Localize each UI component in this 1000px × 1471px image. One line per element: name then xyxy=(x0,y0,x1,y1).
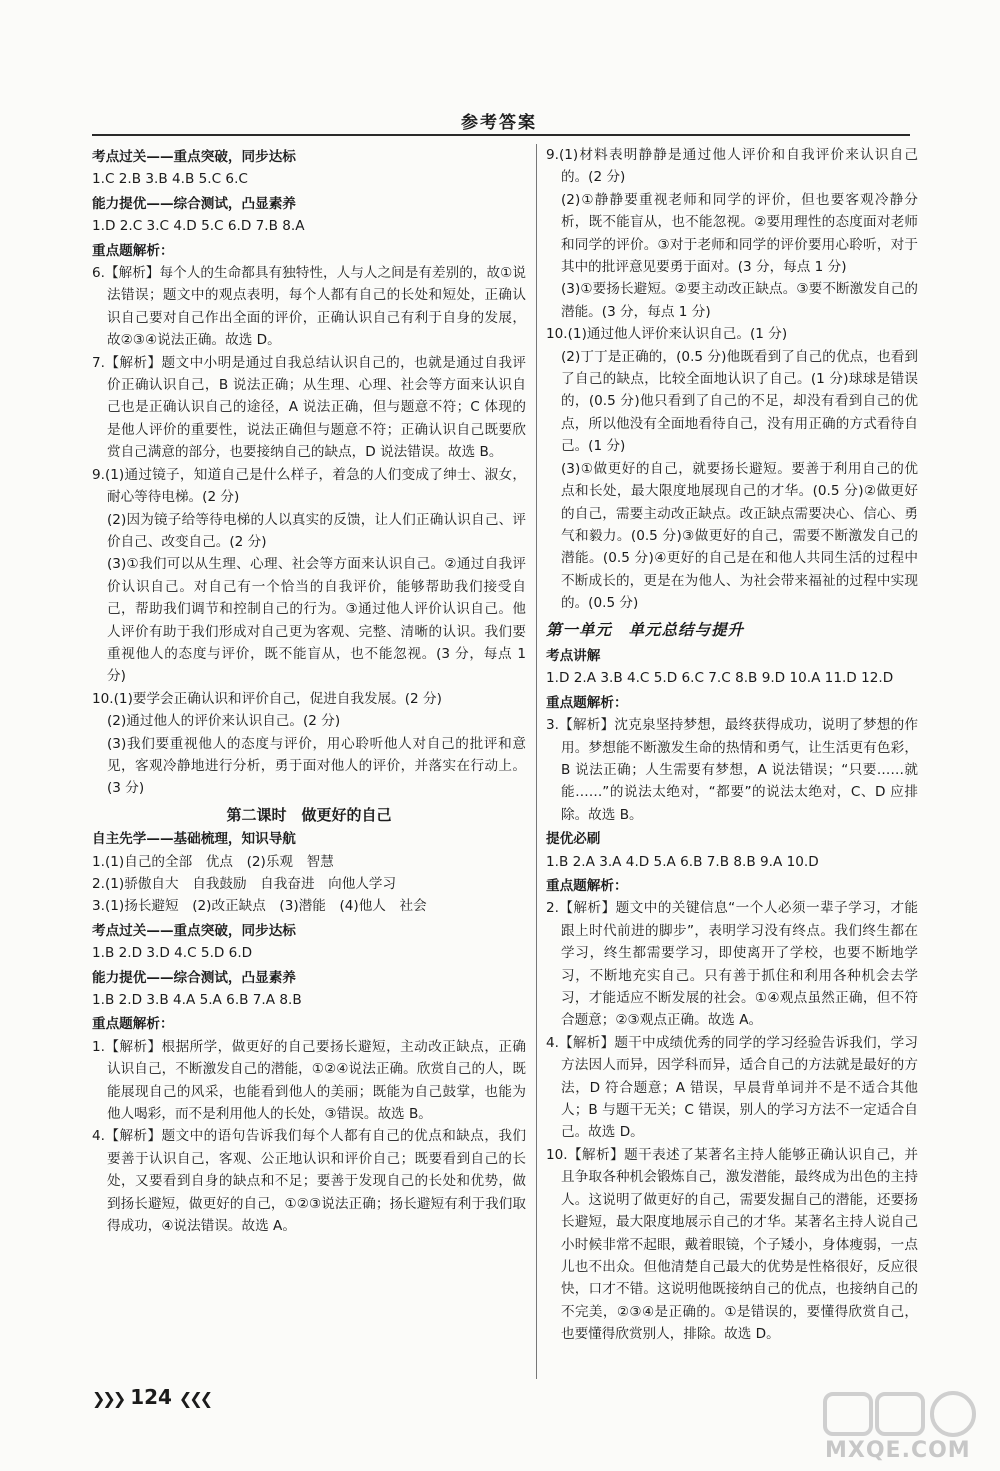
unit-title: 第一单元 单元总结与提升 xyxy=(546,620,745,639)
answer-paragraph: (3)①我们可以从生理、心理、社会等方面来认识自己。②通过自我评价认识自己。对自己有一个恰当的自我评价，能够帮助我们接受自己，帮助我们调节和控制自己的行为。③通过他人评价认识自己。他人评价有助于我们形成对自己更为客观、完整、清晰的认识。我们要重视他人的态度与评价，既不能盲从，也不能忽视。(3 分，每点 1 分) xyxy=(107,556,526,685)
analysis-paragraph: 6.【解析】每个人的生命都具有独特性，人与人之间是有差别的，故①说法错误；题文中的观点表明，每个人都有自己的长处和短处，正确认识自己要对自己作出全面的评价，正确认识自己有利于自身的发展，故②③④说法正确。故选 D。 xyxy=(92,265,526,349)
section-title: 考点过关——重点突破，同步达标 xyxy=(92,922,296,939)
answer-line: 1.(1)自己的全部 优点 (2)乐观 智慧 xyxy=(92,853,334,870)
key-analysis-title: 重点题解析： xyxy=(92,1016,174,1033)
section-title: 考点讲解 xyxy=(546,647,601,664)
answer-paragraph: (3)①做更好的自己，就要扬长避短。要善于利用自己的优点和长处，最大限度地展现自己的才华。(0.5 分)②做更好的自己，需要主动改正缺点。改正缺点需要决心、信心、勇气和毅力。(0.5 分)③做更好的自己，需要不断激发自己的潜能。(0.5 分)④更好的自己是在和他人共同生活的过程中不断成长的，更是在为他人、为社会带来福祉的过程中实现的。(0.5 分) xyxy=(561,460,918,612)
analysis-paragraph: 10.【解析】题干表述了某著名主持人能够正确认识自己，并且争取各种机会锻炼自己，激发潜能，最终成为出色的主持人。这说明了做更好的自己，需要发掘自己的潜能，还要扬长避短，最大限度地展示自己的才华。某著名主持人说自己小时候非常不起眼，戴着眼镜，个子矮小，身体瘦弱，一点儿也不出众。但他清楚自己最大的优势是性格很好，反应很快，口才不错。这说明他既接纳自己的优点，也接纳自己的不完美，②③④是正确的。①是错误的，要懂得欣赏自己，也要懂得欣赏别人，排除。故选 D。 xyxy=(546,1146,918,1343)
page-number: 124 xyxy=(130,1385,172,1409)
answer-paragraph: 9.(1)通过镜子，知道自己是什么样子，着急的人们变成了绅士、淑女，耐心等待电梯。(2 分) xyxy=(92,466,526,506)
answer-line: 3.(1)扬长避短 (2)改正缺点 (3)潜能 (4)他人 社会 xyxy=(92,898,427,915)
answer-line: 1.B 2.D 3.B 4.A 5.A 6.B 7.A 8.B xyxy=(92,992,302,1009)
answer-paragraph: (2)通过他人的评价来认识自己。(2 分) xyxy=(107,713,341,730)
analysis-paragraph: 7.【解析】题文中小明是通过自我总结认识自己的，也就是通过自我评价正确认识自己，B 说法正确；从生理、心理、社会等方面来认识自己也是正确认识自己的途径，A 说法正确，但与题意不符；C 体现的是他人评价的重要性，说法正确但与题意不符；正确认识自己既要欣赏自己满意的部分，也要接纳自己的缺点，D 说法错误。故选 B。 xyxy=(92,354,526,461)
answer-paragraph: (2)因为镜子给等待电梯的人以真实的反馈，让人们正确认识自己、评价自己、改变自己。(2 分) xyxy=(107,511,526,550)
left-column xyxy=(92,144,526,1238)
header-rule xyxy=(92,134,910,136)
analysis-paragraph: 4.【解析】题文中的语句告诉我们每个人都有自己的优点和缺点，我们要善于认识自己，客观、公正地认识和评价自己；既要看到自己的长处，又要看到自身的缺点和不足；要善于发现自己的长处和优势，做到扬长避短，做更好的自己，①②③说法正确；扬长避短有利于我们取得成功，④说法错误。故选 A。 xyxy=(92,1128,526,1235)
answer-line: 1.B 2.D 3.D 4.C 5.D 6.D xyxy=(92,945,253,962)
column-divider xyxy=(536,144,537,1379)
answer-paragraph: (2)①静静要重视老师和同学的评价，但也要客观冷静分析，既不能盲从，也不能忽视。②要用理性的态度面对老师和同学的评价。③对于老师和同学的评价要用心聆听，对于其中的批评意见要勇于面对。(3 分，每点 1 分) xyxy=(561,191,918,276)
analysis-paragraph: 1.【解析】根据所学，做更好的自己要扬长避短，主动改正缺点，正确认识自己，不断激发自己的潜能，①②④说法正确。欣赏自己的人，既能展现自己的风采，也能看到他人的美丽；既能为自己鼓掌，也能为他人喝彩，而不是利用他人的长处，③错误。故选 B。 xyxy=(92,1038,526,1123)
page-header: 参考答案 xyxy=(461,113,537,133)
answer-paragraph: (3)我们要重视他人的态度与评价，用心聆听他人对自己的批评和意见，客观冷静地进行分析，勇于面对他人的评价，并落实在行动上。(3 分) xyxy=(107,735,526,797)
section-title: 考点过关——重点突破，同步达标 xyxy=(92,149,296,165)
answer-line: 1.D 2.C 3.C 4.D 5.C 6.D 7.B 8.A xyxy=(92,218,305,235)
section-title: 提优必刷 xyxy=(546,831,601,848)
answer-paragraph: 10.(1)要学会正确认识和评价自己，促进自我发展。(2 分) xyxy=(92,690,442,707)
watermark-text: MXQE.COM xyxy=(825,1438,971,1463)
answer-paragraph: 9.(1)材料表明静静是通过他人评价和自我评价来认识自己的。(2 分) xyxy=(546,147,918,186)
lesson-title: 第二课时 做更好的自己 xyxy=(226,805,392,824)
key-analysis-title: 重点题解析： xyxy=(546,878,628,894)
section-title: 能力提优——综合测试，凸显素养 xyxy=(92,195,296,212)
key-analysis-title: 重点题解析： xyxy=(546,694,628,711)
right-column xyxy=(546,144,918,1346)
answer-paragraph: (2)丁丁是正确的，(0.5 分)他既看到了自己的优点，也看到了自己的缺点，比较全面地认识了自己。(1 分)球球是错误的，(0.5 分)他只看到了自己的不足，却没有看到自己的优点，所以他没有全面地看待自己，没有用正确的方式看待自己。(1 分) xyxy=(561,348,918,455)
answer-paragraph: 10.(1)通过他人评价来认识自己。(1 分) xyxy=(546,326,788,343)
page-footer xyxy=(92,1385,210,1409)
key-analysis-title: 重点题解析： xyxy=(92,242,174,259)
chevron-right-icon: ❯❯❯ xyxy=(92,1389,124,1408)
answer-line: 2.(1)骄傲自大 自我鼓励 自我奋进 向他人学习 xyxy=(92,876,397,892)
answer-paragraph: (3)①要扬长避短。②要主动改正缺点。③要不断激发自己的潜能。(3 分，每点 1 分) xyxy=(561,281,918,320)
section-title: 能力提优——综合测试，凸显素养 xyxy=(92,969,296,986)
answer-line: 1.B 2.A 3.A 4.D 5.A 6.B 7.B 8.B 9.A 10.D xyxy=(546,853,819,870)
analysis-paragraph: 2.【解析】题文中的关键信息“一个人必须一辈子学习，才能跟上时代前进的脚步”，表明学习没有终点。我们终生都在学习，终生都需要学习，即使离开了学校，也要不断地学习，不断地充实自己。只有善于抓住和利用各种机会去学习，才能适应不断发展的社会。①④观点虽然正确，但不符合题意；②③观点正确。故选 A。 xyxy=(546,900,918,1029)
answer-line: 1.D 2.A 3.B 4.C 5.D 6.C 7.C 8.B 9.D 10.A 11.D 12.D xyxy=(546,670,894,687)
answer-line: 1.C 2.B 3.B 4.B 5.C 6.C xyxy=(92,171,248,188)
chevron-left-icon: ❮❮❮ xyxy=(178,1389,211,1408)
analysis-paragraph: 4.【解析】题干中成绩优秀的同学的学习经验告诉我们，学习方法因人而异，因学科而异，适合自己的方法就是最好的方法，D 符合题意；A 错误，早晨背单词并不是不适合其他人；B 与题干无关；C 错误，别人的学习方法不一定适合自己。故选 D。 xyxy=(546,1034,918,1141)
analysis-paragraph: 3.【解析】沈克泉坚持梦想，最终获得成功，说明了梦想的作用。梦想能不断激发生命的热情和勇气，让生活更有色彩，B 说法正确；人生需要有梦想，A 说法错误；“只要……就能……”的说法太绝对，“都要”的说法太绝对，C、D 应排除。故选 B。 xyxy=(546,717,918,823)
section-title: 自主先学——基础梳理，知识导航 xyxy=(92,831,296,848)
